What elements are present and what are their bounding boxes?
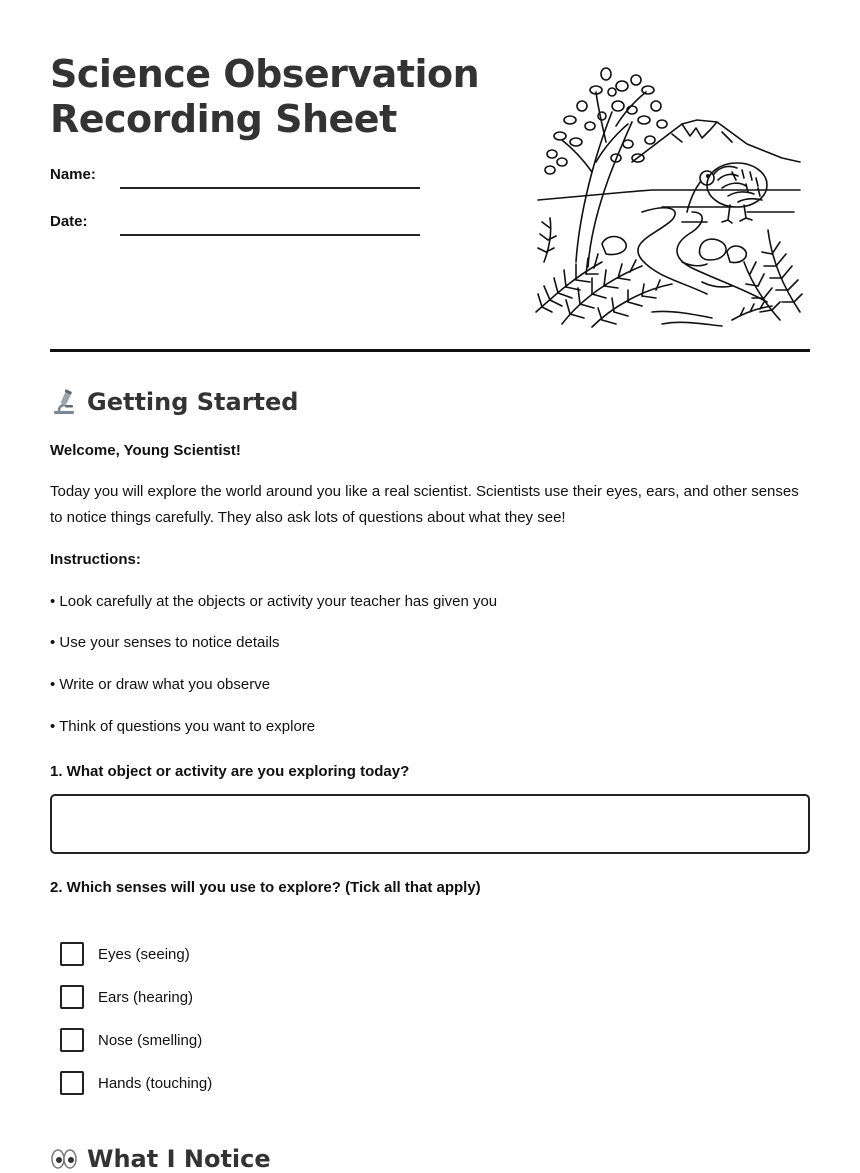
- date-field[interactable]: [50, 213, 420, 237]
- getting-started-title: Getting Started: [87, 388, 299, 416]
- what-i-notice-heading: [50, 1145, 271, 1173]
- sense-option-eyes[interactable]: [60, 942, 190, 966]
- instruction-item: • Write or draw what you observe: [50, 676, 271, 693]
- sense-option-nose[interactable]: [60, 1028, 202, 1052]
- sense-option-ears[interactable]: [60, 985, 193, 1009]
- name-label: Name:: [50, 166, 96, 183]
- what-i-notice-title: What I Notice: [87, 1145, 271, 1173]
- welcome-text: Welcome, Young Scientist!: [50, 442, 241, 459]
- checkbox[interactable]: [60, 985, 84, 1009]
- sense-option-label: Nose (smelling): [98, 1031, 203, 1049]
- instructions-label: Instructions:: [50, 551, 141, 568]
- instruction-item: • Use your senses to notice details: [50, 634, 280, 651]
- microscope-icon: [50, 388, 78, 416]
- instruction-item: • Look carefully at the objects or activity your teacher has given you: [50, 593, 498, 610]
- intro-paragraph: Today you will explore the world around you like a real scientist. Scientists use their eyes, ears, and other senses to notice things carefully. They also ask lots of questions about what they see!: [50, 483, 799, 526]
- page-title: [50, 52, 479, 142]
- instruction-item: • Think of questions you want to explore: [50, 718, 316, 735]
- date-label: Date:: [50, 213, 88, 230]
- name-line[interactable]: [120, 187, 420, 189]
- checkbox[interactable]: [60, 942, 84, 966]
- date-line[interactable]: [120, 234, 420, 236]
- sense-option-label: Hands (touching): [98, 1074, 213, 1092]
- question-2-label: 2. Which senses will you use to explore? (Tick all that apply): [50, 879, 481, 896]
- checkbox[interactable]: [60, 1071, 84, 1095]
- sense-option-label: Ears (hearing): [98, 988, 194, 1006]
- kiwi-landscape-illustration: [532, 62, 804, 330]
- eyes-icon: [50, 1145, 78, 1173]
- sense-option-label: Eyes (seeing): [98, 945, 190, 963]
- checkbox[interactable]: [60, 1028, 84, 1052]
- title-line-2: Recording Sheet: [50, 97, 397, 141]
- question-1-label: 1. What object or activity are you exploring today?: [50, 763, 410, 780]
- name-field[interactable]: [50, 166, 420, 190]
- question-1-answer-box[interactable]: [50, 794, 810, 854]
- sense-option-hands[interactable]: [60, 1071, 212, 1095]
- getting-started-heading: [50, 388, 299, 416]
- header-divider: [50, 349, 810, 352]
- title-line-1: Science Observation: [50, 52, 480, 96]
